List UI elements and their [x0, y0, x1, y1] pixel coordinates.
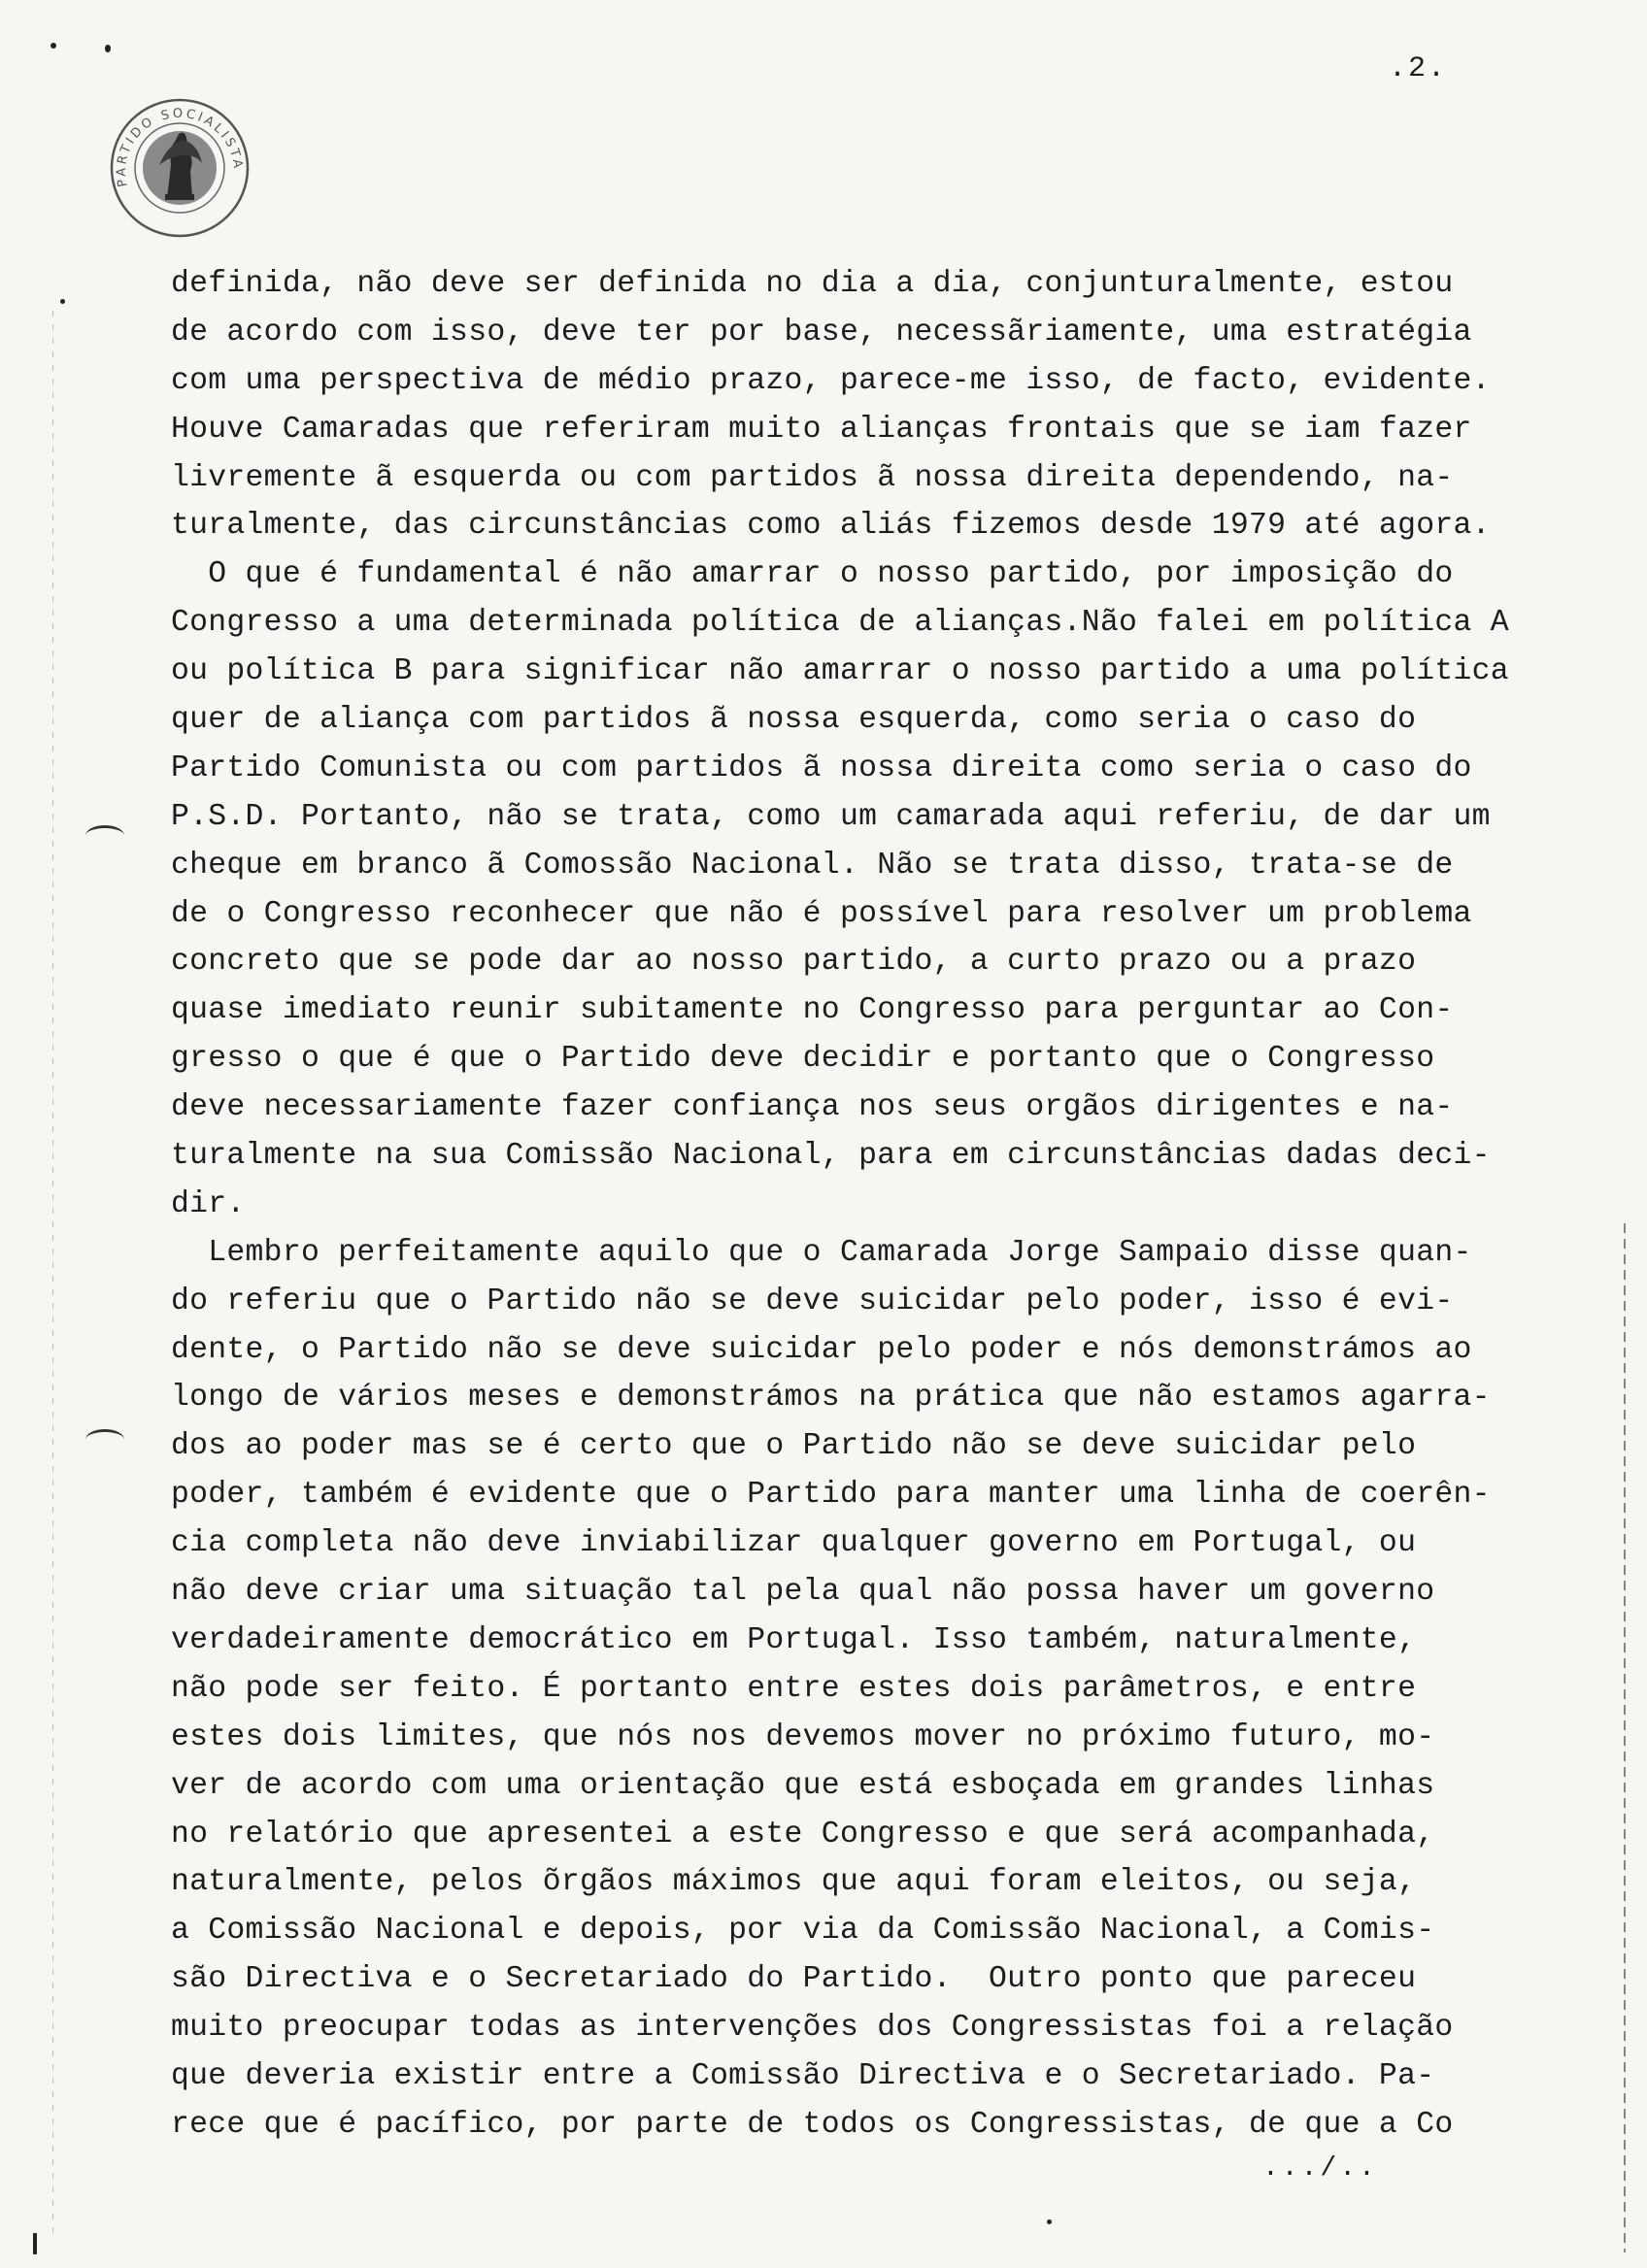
text-line: quer de aliança com partidos ã nossa esquerda, como seria o caso do [171, 703, 1417, 738]
text-line: Houve Camaradas que referiram muito alianças frontais que se iam fazer [171, 412, 1472, 447]
text-line: de acordo com isso, deve ter por base, necessãriamente, uma estratégia [171, 315, 1472, 350]
text-line: verdadeiramente democrático em Portugal. Isso também, naturalmente, [171, 1622, 1417, 1657]
seal-lettering: PARTIDO SOCIALISTA [114, 106, 246, 188]
text-line: naturalmente, pelos õrgãos máximos que aqui foram eleitos, ou seja, [171, 1865, 1417, 1900]
text-line: Congresso a uma determinada política de alianças.Não falei em política A [171, 606, 1509, 641]
text-line: no relatório que apresentei a este Congresso e que será acompanhada, [171, 1817, 1435, 1851]
text-line: dente, o Partido não se deve suicidar pelo poder e nós demonstrámos ao [171, 1332, 1472, 1367]
text-line: livremente ã esquerda ou com partidos ã nossa direita dependendo, na- [171, 460, 1454, 495]
scan-speck [1047, 2219, 1052, 2224]
scan-speck [33, 2233, 37, 2254]
text-line: P.S.D. Portanto, não se trata, como um camarada aqui referiu, de dar um [171, 799, 1491, 834]
text-line: O que é fundamental é não amarrar o nosso partido, por imposição do [171, 557, 1454, 592]
margin-mark [85, 1429, 124, 1450]
text-line: concreto que se pode dar ao nosso partido, a curto prazo ou a prazo [171, 945, 1417, 980]
scan-edge-line [52, 311, 53, 2233]
text-line: Lembro perfeitamente aquilo que o Camarada Jorge Sampaio disse quan- [171, 1235, 1472, 1270]
scan-speck [105, 45, 111, 52]
text-line: cheque em branco ã Comossão Nacional. Não se trata disso, trata-se de [171, 848, 1454, 883]
text-line: turalmente na sua Comissão Nacional, para em circunstâncias dadas deci- [171, 1139, 1491, 1174]
text-line: cia completa não deve inviabilizar qualquer governo em Portugal, ou [171, 1526, 1417, 1561]
margin-mark [85, 825, 124, 846]
text-line: dir. [171, 1186, 246, 1221]
text-line: longo de vários meses e demonstrámos na prática que não estamos agarra- [171, 1381, 1491, 1416]
scan-speck [60, 299, 65, 304]
text-line: ver de acordo com uma orientação que está esboçada em grandes linhas [171, 1768, 1435, 1803]
scan-speck [50, 43, 56, 49]
text-line: dos ao poder mas se é certo que o Partido não se deve suicidar pelo [171, 1429, 1417, 1464]
text-line: ou política B para significar não amarrar o nosso partido a uma política [171, 654, 1509, 689]
text-line: Partido Comunista ou com partidos ã nossa direita como seria o caso do [171, 750, 1472, 785]
text-line: poder, também é evidente que o Partido para manter uma linha de coerên- [171, 1478, 1491, 1513]
text-line: do referiu que o Partido não se deve suicidar pelo poder, isso é evi- [171, 1284, 1454, 1318]
text-line: turalmente, das circunstâncias como aliás fizemos desde 1979 até agora. [171, 509, 1491, 544]
continuation-mark: .../.. [1262, 2153, 1378, 2184]
scan-edge-line [1624, 1223, 1626, 2252]
text-line: quase imediato reunir subitamente no Congresso para perguntar ao Con- [171, 993, 1454, 1028]
text-line: de o Congresso reconhecer que não é possível para resolver um problema [171, 896, 1472, 931]
text-line: que deveria existir entre a Comissão Directiva e o Secretariado. Pa- [171, 2058, 1435, 2093]
text-line: definida, não deve ser definida no dia a dia, conjunturalmente, estou [171, 267, 1454, 301]
text-line: a Comissão Nacional e depois, por via da Comissão Nacional, a Comis- [171, 1914, 1435, 1949]
party-seal-logo [109, 97, 251, 239]
page-number: .2. [1389, 52, 1448, 85]
text-line: não pode ser feito. É portanto entre estes dois parâmetros, e entre [171, 1671, 1417, 1706]
text-line: gresso o que é que o Partido deve decidir e portanto que o Congresso [171, 1042, 1435, 1077]
text-line: com uma perspectiva de médio prazo, parece-me isso, de facto, evidente. [171, 363, 1491, 398]
text-line: são Directiva e o Secretariado do Partido. Outro ponto que pareceu [171, 1962, 1417, 1997]
text-line: rece que é pacífico, por parte de todos os Congressistas, de que a Co [171, 2107, 1454, 2142]
text-line: não deve criar uma situação tal pela qual não possa haver um governo [171, 1575, 1435, 1610]
text-line: deve necessariamente fazer confiança nos seus orgãos dirigentes e na- [171, 1090, 1454, 1125]
text-line: estes dois limites, que nós nos devemos mover no próximo futuro, mo- [171, 1719, 1435, 1754]
typewritten-body-text [171, 260, 1598, 2150]
text-line: muito preocupar todas as intervenções dos Congressistas foi a relação [171, 2011, 1454, 2046]
